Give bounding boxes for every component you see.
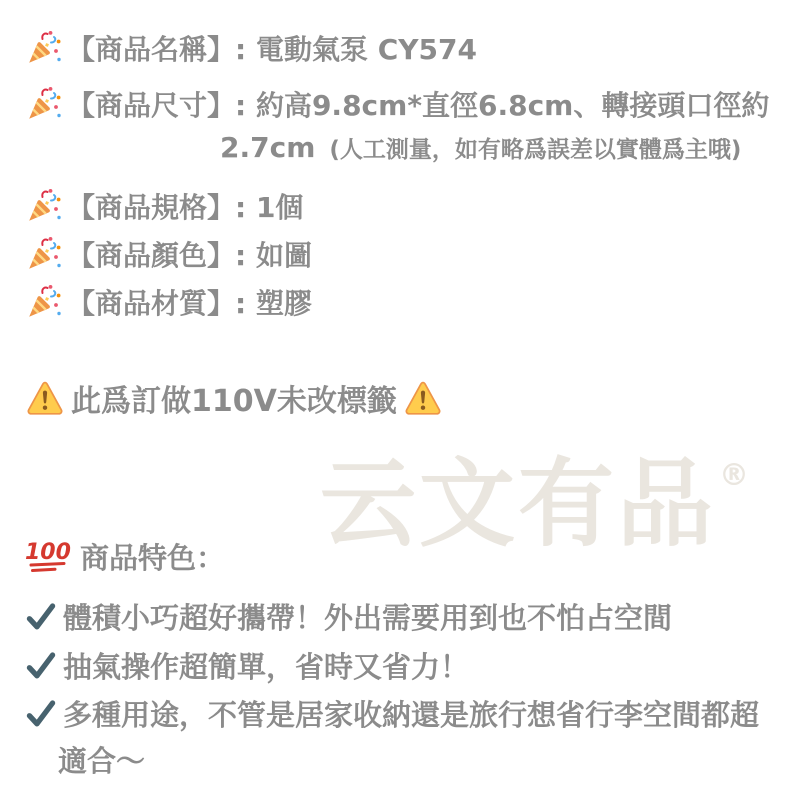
features-heading [24,536,225,577]
warning-icon [404,379,442,417]
party-popper-icon [26,30,62,66]
spec-text-product-size: 【商品尺寸】: 約高9.8cm*直徑6.8cm、轉接頭口徑約 [67,89,770,122]
spec-line-product-size-continued [220,131,741,164]
check-mark-icon [26,699,56,729]
watermark-text: 云文有品 [320,448,716,560]
party-popper-icon [26,284,62,320]
spec-text-product-color: 【商品顏色】: 如圖 [67,239,312,272]
spec-line-product-name [26,28,477,68]
watermark [320,428,749,565]
feature-item [26,693,759,734]
spec-text-measure-note: (人工測量，如有略爲誤差以實體爲主哦) [329,137,742,163]
check-mark-icon [26,602,56,632]
feature-text: 適合～ [58,744,146,778]
spec-line-product-color [26,234,312,274]
feature-text: 體積小巧超好攜帶！外出需要用到也不怕占空間 [63,601,673,635]
warning-line [26,376,442,420]
warning-text: 此爲訂做110V未改標籤 [71,384,397,419]
warning-icon [26,379,64,417]
spec-text-product-material: 【商品材質】: 塑膠 [67,287,312,320]
hundred-points-icon [24,539,74,575]
feature-item [26,645,469,686]
spec-text-product-quantity: 【商品規格】: 1個 [67,191,304,224]
party-popper-icon [26,188,62,224]
spec-line-product-material [26,282,312,322]
features-heading-text: 商品特色： [80,541,226,575]
feature-text: 多種用途，不管是居家收納還是旅行想省行李空間都超 [63,698,760,732]
feature-text: 抽氣操作超簡單，省時又省力！ [63,650,470,684]
spec-line-product-size [26,84,769,124]
party-popper-icon [26,236,62,272]
check-mark-icon [26,651,56,681]
spec-line-product-quantity [26,186,303,226]
feature-item [26,596,672,637]
spec-text-size-value: 2.7cm [220,131,316,164]
party-popper-icon [26,86,62,122]
feature-item-wrapped-line [58,739,145,780]
registered-trademark-icon: ® [719,458,749,493]
spec-text-product-name: 【商品名稱】: 電動氣泵 CY574 [67,33,477,66]
